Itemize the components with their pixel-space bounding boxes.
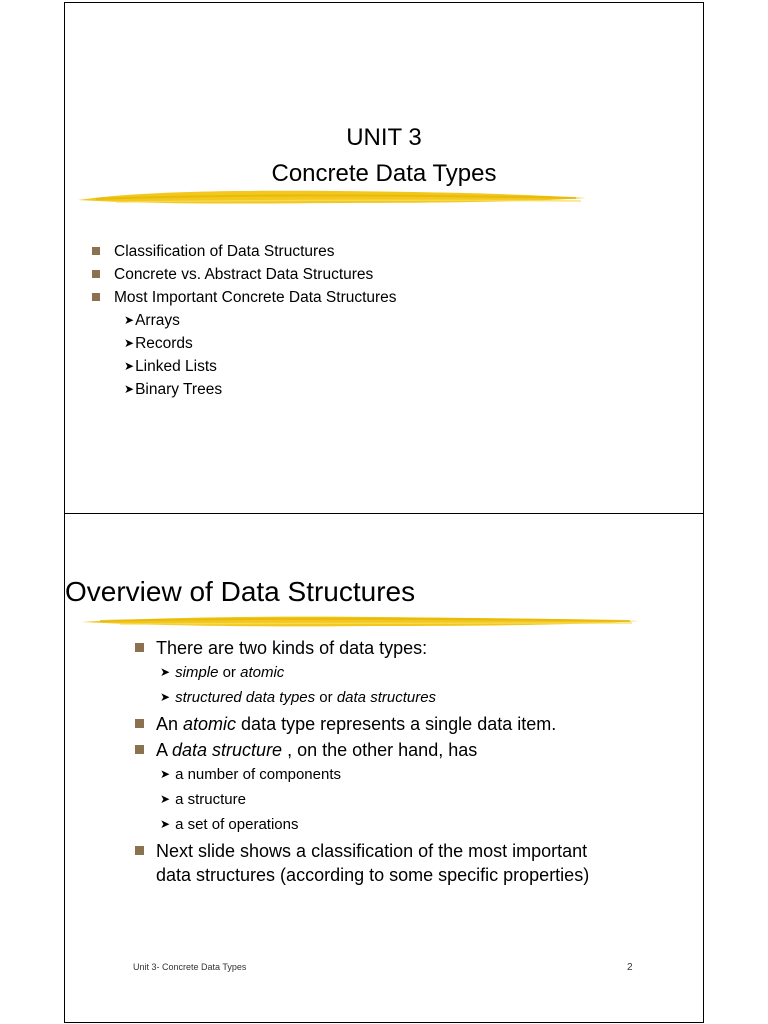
list-item: An atomic data type represents a single data item. — [135, 712, 589, 736]
arrow-bullet-icon: ➤ — [160, 817, 171, 831]
sub-list-item: ➤Linked Lists — [124, 355, 397, 378]
arrow-bullet-icon: ➤ — [124, 382, 135, 396]
square-bullet-icon — [92, 270, 100, 278]
yellow-swash-underline — [76, 186, 588, 210]
arrow-bullet-icon: ➤ — [160, 792, 171, 806]
list-item: Concrete vs. Abstract Data Structures — [92, 263, 397, 286]
square-bullet-icon — [135, 846, 144, 855]
slide-2-sub-list-1 — [156, 660, 589, 710]
square-bullet-icon — [135, 719, 144, 728]
slide-footer-title: Unit 3- Concrete Data Types — [133, 962, 247, 972]
sub-list-item: ➤ a number of components — [160, 762, 589, 787]
arrow-bullet-icon: ➤ — [160, 767, 171, 781]
sub-list-item: ➤Binary Trees — [124, 378, 397, 401]
sub-list-item: ➤ a structure — [160, 787, 589, 812]
square-bullet-icon — [135, 745, 144, 754]
list-item: Classification of Data Structures — [92, 240, 397, 263]
square-bullet-icon — [92, 293, 100, 301]
sub-list-item: ➤ structured data types or data structures — [160, 685, 589, 710]
arrow-bullet-icon: ➤ — [124, 313, 135, 327]
slide-1-sub-list — [114, 309, 397, 401]
sub-list-item: ➤Arrays — [124, 309, 397, 332]
slide-2-sub-list-2 — [156, 762, 589, 837]
arrow-bullet-icon: ➤ — [160, 665, 171, 679]
sub-list-item: ➤ a set of operations — [160, 812, 589, 837]
slide-2-title: Overview of Data Structures — [65, 576, 416, 607]
list-item: Most Important Concrete Data Structures ➤Arrays ➤Records ➤Linked Lists ➤Binary Trees — [92, 286, 397, 401]
arrow-bullet-icon: ➤ — [124, 359, 135, 373]
slide-1-title — [64, 120, 704, 192]
list-item: A data structure , on the other hand, has ➤ a number of components ➤ a structure ➤ a set of operations — [135, 738, 589, 837]
sub-list-item: ➤ simple or atomic — [160, 660, 589, 685]
square-bullet-icon — [92, 247, 100, 255]
slide-2-bullet-list — [135, 636, 589, 889]
slide-1-title-line-2: Concrete Data Types — [271, 160, 497, 187]
slide-1-title-line-1: UNIT 3 — [346, 124, 422, 151]
yellow-swash-underline — [80, 612, 640, 632]
list-item: There are two kinds of data types: ➤ simple or atomic ➤ structured data types or data structures — [135, 636, 589, 710]
square-bullet-icon — [135, 643, 144, 652]
slide-1-bullet-list — [92, 240, 397, 401]
arrow-bullet-icon: ➤ — [160, 690, 171, 704]
list-item: Next slide shows a classification of the most important data structures (according to some specific properties) — [135, 839, 589, 887]
slide-page-number: 2 — [627, 962, 633, 973]
sub-list-item: ➤Records — [124, 332, 397, 355]
arrow-bullet-icon: ➤ — [124, 336, 135, 350]
